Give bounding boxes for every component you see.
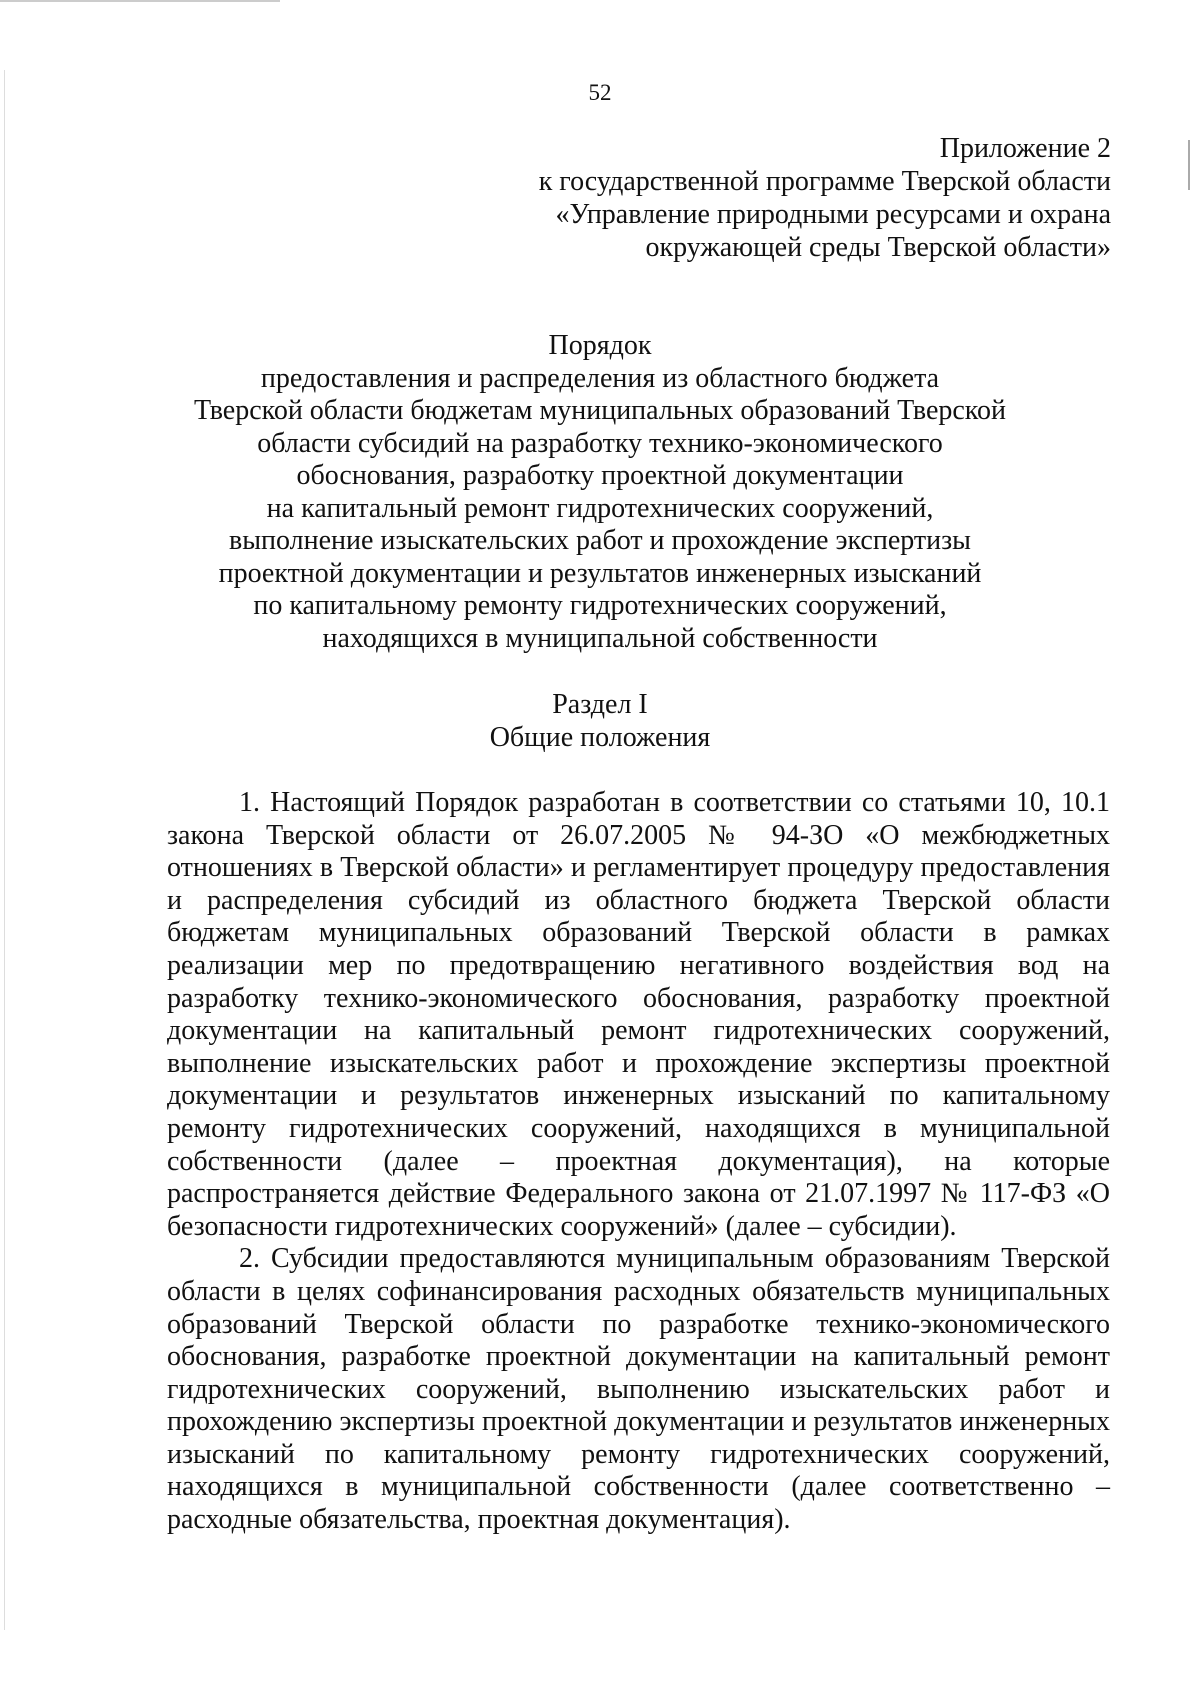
page-number: 52 — [588, 80, 612, 105]
appendix-block — [539, 132, 1111, 264]
section-name: Общие положения — [489, 722, 711, 753]
section-heading — [0, 688, 1200, 754]
scan-edge-right — [1188, 140, 1190, 190]
title-line: находящихся в муниципальной собственности — [322, 622, 878, 654]
title-line: Тверской области бюджетам муниципальных образований Тверской — [194, 395, 1006, 426]
document-title — [0, 330, 1200, 655]
appendix-line: «Управление природными ресурсами и охрана — [555, 199, 1111, 230]
scan-edge-left — [4, 70, 5, 1630]
title-line: проектной документации и результатов инженерных изысканий — [218, 557, 982, 589]
scan-edge-top — [0, 0, 280, 2]
title-line: выполнение изыскательских работ и прохождение экспертизы — [229, 525, 971, 556]
section-number: Раздел I — [552, 689, 648, 720]
paragraph-1: 1. Настоящий Порядок разработан в соответствии со статьями 10, 10.1 закона Тверской области от 26.07.2005 № 94-ЗО «О межбюджетных отношениях в Тверской области» и регламентирует процедуру предоставления и распределения субсидий из областного бюджета Тверской области бюджетам муниципальных образований Тверской области в рамках реализации мер по предотвращению негативного воздействия вод на разработку технико-экономического обоснования, разработку проектной документации на капитальный ремонт гидротехнических сооружений, выполнение изыскательских работ и прохождение экспертизы проектной документации и результатов инженерных изысканий по капитальному ремонту гидротехнических сооружений, находящихся в муниципальной собственности (далее – проектная документация), на которые распространяется действие Федерального закона от 21.07.1997 № 117-ФЗ «О безопасности гидротехнических сооружений» (далее – субсидии). — [167, 787, 1110, 1242]
title-line: по капитальному ремонту гидротехнических сооружений, — [253, 590, 947, 621]
title-line: предоставления и распределения из областного бюджета — [260, 362, 940, 394]
appendix-line: к государственной программе Тверской области — [538, 166, 1111, 197]
title-heading: Порядок — [548, 330, 652, 361]
paragraph-2: 2. Субсидии предоставляются муниципальным образованиям Тверской области в целях софинансирования расходных обязательств муниципальных образований Тверской области по разработке технико-экономического обоснования, разработке проектной документации на капитальный ремонт гидротехнических сооружений, выполнению изыскательских работ и прохождению экспертизы проектной документации и результатов инженерных изысканий по капитальному ремонту гидротехнических сооружений, находящихся в муниципальной собственности (далее соответственно – расходные обязательства, проектная документация). — [167, 1243, 1110, 1536]
appendix-line: окружающей среды Тверской области» — [645, 232, 1111, 263]
body-text — [167, 787, 1110, 1537]
title-line: на капитальный ремонт гидротехнических сооружений, — [266, 492, 934, 524]
appendix-line: Приложение 2 — [939, 133, 1111, 164]
title-line: области субсидий на разработку технико-экономического — [257, 427, 943, 459]
title-line: обоснования, разработку проектной документации — [296, 460, 904, 491]
